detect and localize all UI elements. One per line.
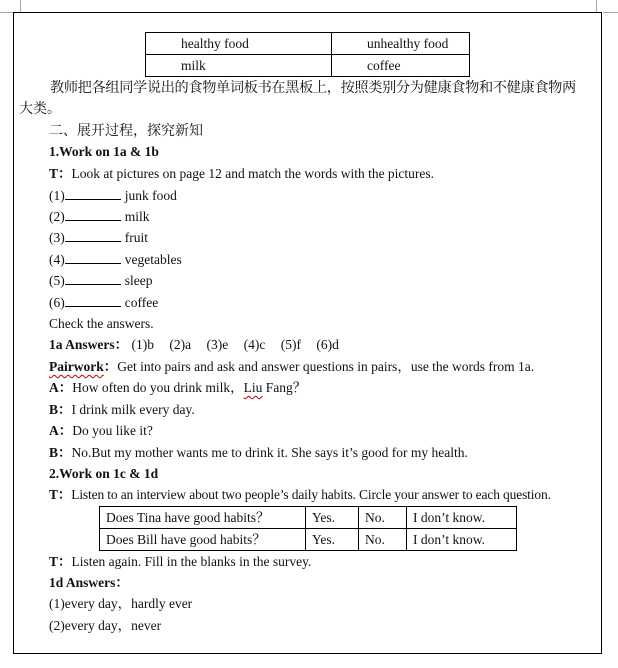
option-yes[interactable]: Yes. <box>306 529 359 551</box>
speaker-label: B： <box>49 445 72 460</box>
answer: (3)e <box>206 337 229 352</box>
part1-title: 1.Work on 1a & 1b <box>49 144 159 159</box>
pairwork-text: Get into pairs and ask and answer questions in pairs，use the words from 1a. <box>117 359 535 374</box>
match-item <box>49 294 158 312</box>
intro-paragraph-line-2: 大类。 <box>19 101 61 117</box>
flagged-word: Liu <box>243 380 263 395</box>
speaker-label: A： <box>49 380 73 395</box>
match-item <box>49 251 182 269</box>
answer-blank[interactable] <box>65 294 121 307</box>
question-cell: Does Tina have good habits？ <box>100 507 306 529</box>
item-number: (6) <box>49 295 65 310</box>
1d-answers-label: 1d Answers： <box>49 575 129 590</box>
section-heading: 二、展开过程，探究新知 <box>49 123 203 139</box>
answer: (4)c <box>243 337 266 352</box>
dialogue-text: Do you like it? <box>72 423 153 438</box>
table-row <box>100 529 517 551</box>
speaker-label: B： <box>49 402 72 417</box>
dialogue-line <box>49 444 468 462</box>
dialogue-text: How often do you drink milk， <box>72 380 244 395</box>
item-word: junk food <box>124 188 177 203</box>
teacher-label: T： <box>49 166 72 181</box>
answer-blank[interactable] <box>65 272 121 285</box>
1a-answers <box>49 336 339 354</box>
item-number: (2) <box>49 209 65 224</box>
teacher-label: T： <box>49 487 72 502</box>
dialogue-text: I drink milk every day. <box>71 402 195 417</box>
table-cell: milk <box>146 55 332 77</box>
item-word: coffee <box>124 295 159 310</box>
part1-teacher-instruction <box>49 165 434 183</box>
item-number: (4) <box>49 252 65 267</box>
teacher-text: Listen to an interview about two people’s daily habits. Circle your answer to each question. <box>71 487 551 502</box>
question-cell: Does Bill have good habits？ <box>100 529 306 551</box>
match-item <box>49 187 177 205</box>
crop-mark-top-right-vertical <box>596 0 597 12</box>
answers-label: 1a Answers： <box>49 337 129 352</box>
item-word: vegetables <box>124 252 182 267</box>
1d-answer: (2)every day，never <box>49 618 162 633</box>
item-word: fruit <box>124 230 148 245</box>
item-number: (3) <box>49 230 65 245</box>
table-cell: unhealthy food <box>332 33 470 55</box>
option-dont-know[interactable]: I don’t know. <box>407 529 517 551</box>
answer-blank[interactable] <box>65 208 121 221</box>
answer-blank[interactable] <box>65 229 121 242</box>
dialogue-text-end: Fang？ <box>262 380 307 395</box>
food-table <box>145 32 470 77</box>
table-row <box>146 33 470 55</box>
pairwork-colon: ： <box>103 359 118 374</box>
table-cell: coffee <box>332 55 470 77</box>
check-answers-text: Check the answers. <box>49 316 154 331</box>
intro-paragraph-line-1: 教师把各组同学说出的食物单词板书在黑板上，按照类别分为健康食物和不健康食物两 <box>50 80 576 96</box>
teacher-label: T： <box>49 554 72 569</box>
item-word: milk <box>124 209 150 224</box>
answer: (2)a <box>169 337 192 352</box>
match-item <box>49 272 153 290</box>
part2-teacher-instruction <box>49 486 551 504</box>
1d-answer: (1)every day，hardly ever <box>49 596 193 611</box>
table-row <box>100 507 517 529</box>
table-row <box>146 55 470 77</box>
habits-table <box>99 506 517 551</box>
option-no[interactable]: No. <box>359 507 407 529</box>
dialogue-line <box>49 422 153 440</box>
crop-mark-top-left-vertical <box>20 0 21 12</box>
answer-blank[interactable] <box>65 251 121 264</box>
table-cell: healthy food <box>146 33 332 55</box>
answer: (1)b <box>131 337 155 352</box>
pairwork-label: Pairwork <box>49 359 104 374</box>
pairwork-instruction <box>49 358 534 376</box>
match-item <box>49 208 150 226</box>
dialogue-line <box>49 401 195 419</box>
match-item <box>49 229 148 247</box>
teacher-text: Listen again. Fill in the blanks in the survey. <box>71 554 312 569</box>
item-number: (5) <box>49 273 65 288</box>
dialogue-line <box>49 379 306 397</box>
crop-mark-top-right-horizontal <box>603 12 618 13</box>
part2-teacher-instruction-2 <box>49 553 311 571</box>
part2-title: 2.Work on 1c & 1d <box>49 466 159 481</box>
item-word: sleep <box>124 273 153 288</box>
item-number: (1) <box>49 188 65 203</box>
option-dont-know[interactable]: I don’t know. <box>407 507 517 529</box>
option-no[interactable]: No. <box>359 529 407 551</box>
answer: (5)f <box>280 337 301 352</box>
answer: (6)d <box>316 337 339 352</box>
option-yes[interactable]: Yes. <box>306 507 359 529</box>
dialogue-text: No.But my mother wants me to drink it. She says it’s good for my health. <box>71 445 468 460</box>
answer-blank[interactable] <box>65 187 121 200</box>
teacher-text: Look at pictures on page 12 and match the words with the pictures. <box>71 166 435 181</box>
speaker-label: A： <box>49 423 73 438</box>
crop-mark-top-left-horizontal <box>0 12 13 13</box>
